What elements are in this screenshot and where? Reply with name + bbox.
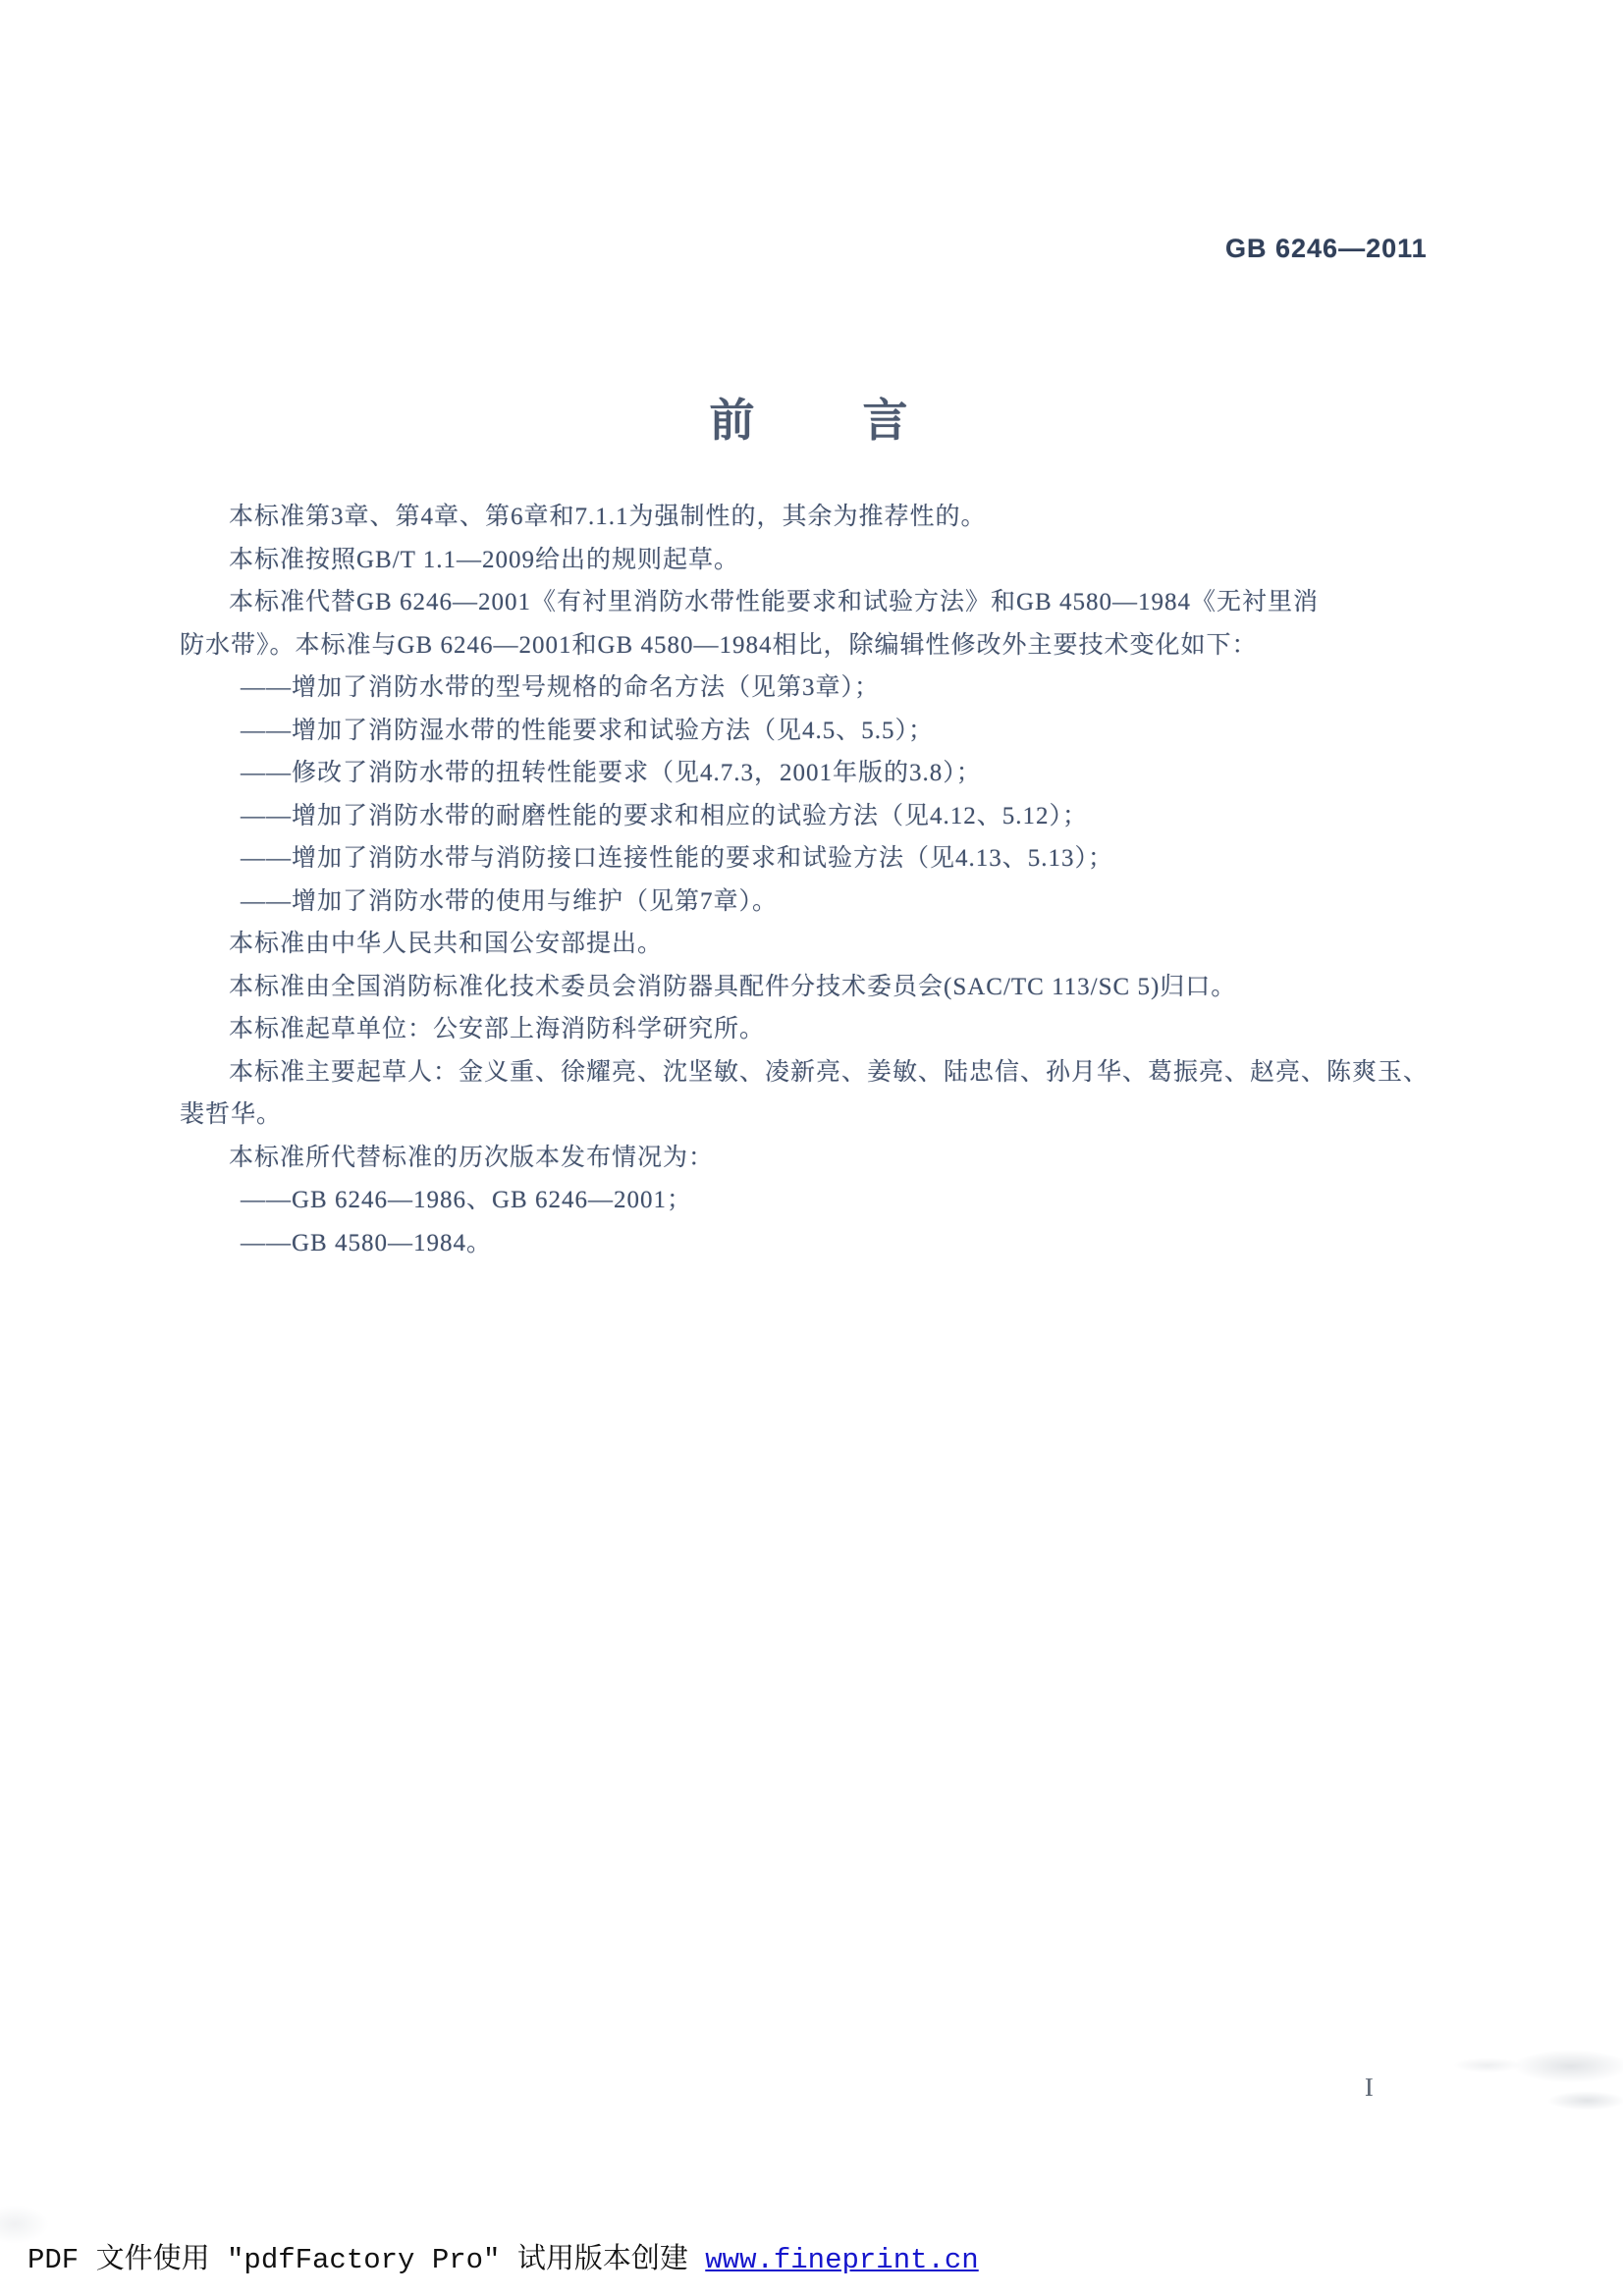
pdf-watermark-footer	[27, 2236, 979, 2276]
scan-artifact	[1547, 2091, 1623, 2110]
page-title: 前 言	[709, 395, 914, 446]
paragraph-line: 本标准起草单位：公安部上海消防科学研究所。	[229, 1016, 766, 1042]
change-list-item: ——增加了消防水带的耐磨性能的要求和相应的试验方法（见4.12、5.12）；	[241, 802, 1089, 829]
previous-edition-item: ——GB 4580—1984。	[241, 1229, 492, 1256]
fineprint-link[interactable]: www.fineprint.cn	[705, 2244, 979, 2276]
paragraph-line: 裴哲华。	[180, 1101, 283, 1128]
paragraph-line: 本标准由全国消防标准化技术委员会消防器具配件分技术委员会(SAC/TC 113/SC 5)归口。	[229, 973, 1237, 1000]
paragraph-line: 本标准按照GB/T 1.1—2009给出的规则起草。	[229, 546, 739, 573]
watermark-text: PDF 文件使用 ″pdfFactory Pro″ 试用版本创建	[27, 2244, 706, 2276]
foreword-body	[180, 496, 1466, 1264]
paragraph-line: 本标准第3章、第4章、第6章和7.1.1为强制性的，其余为推荐性的。	[229, 504, 987, 530]
paragraph-line: 防水带》。本标准与GB 6246—2001和GB 4580—1984相比，除编辑性修改外主要技术变化如下：	[180, 631, 1258, 659]
previous-edition-item: ——GB 6246—1986、GB 6246—2001；	[241, 1187, 692, 1213]
paragraph-line: 本标准由中华人民共和国公安部提出。	[229, 931, 664, 957]
change-list-item: ——修改了消防水带的扭转性能要求（见4.7.3，2001年版的3.8）；	[241, 760, 982, 786]
scan-artifact	[1512, 2050, 1623, 2083]
change-list-item: ——增加了消防湿水带的性能要求和试验方法（见4.5、5.5）；	[241, 717, 935, 744]
change-list-item: ——增加了消防水带的型号规格的命名方法（见第3章）；	[241, 674, 881, 701]
paragraph-line: 本标准代替GB 6246—2001《有衬里消防水带性能要求和试验方法》和GB 4580—1984《无衬里消	[229, 589, 1319, 615]
change-list-item: ——增加了消防水带的使用与维护（见第7章）。	[241, 887, 779, 915]
standard-number: GB 6246—2011	[1225, 234, 1428, 263]
paragraph-line: 本标准主要起草人：金义重、徐耀亮、沈坚敏、凌新亮、姜敏、陆忠信、孙月华、葛振亮、赵亮、陈爽玉、	[229, 1058, 1430, 1086]
paragraph-line: 本标准所代替标准的历次版本发布情况为：	[229, 1144, 715, 1171]
change-list-item: ——增加了消防水带与消防接口连接性能的要求和试验方法（见4.13、5.13）；	[241, 845, 1114, 872]
page-number: I	[1365, 2073, 1374, 2102]
scan-artifact	[1453, 2057, 1522, 2073]
